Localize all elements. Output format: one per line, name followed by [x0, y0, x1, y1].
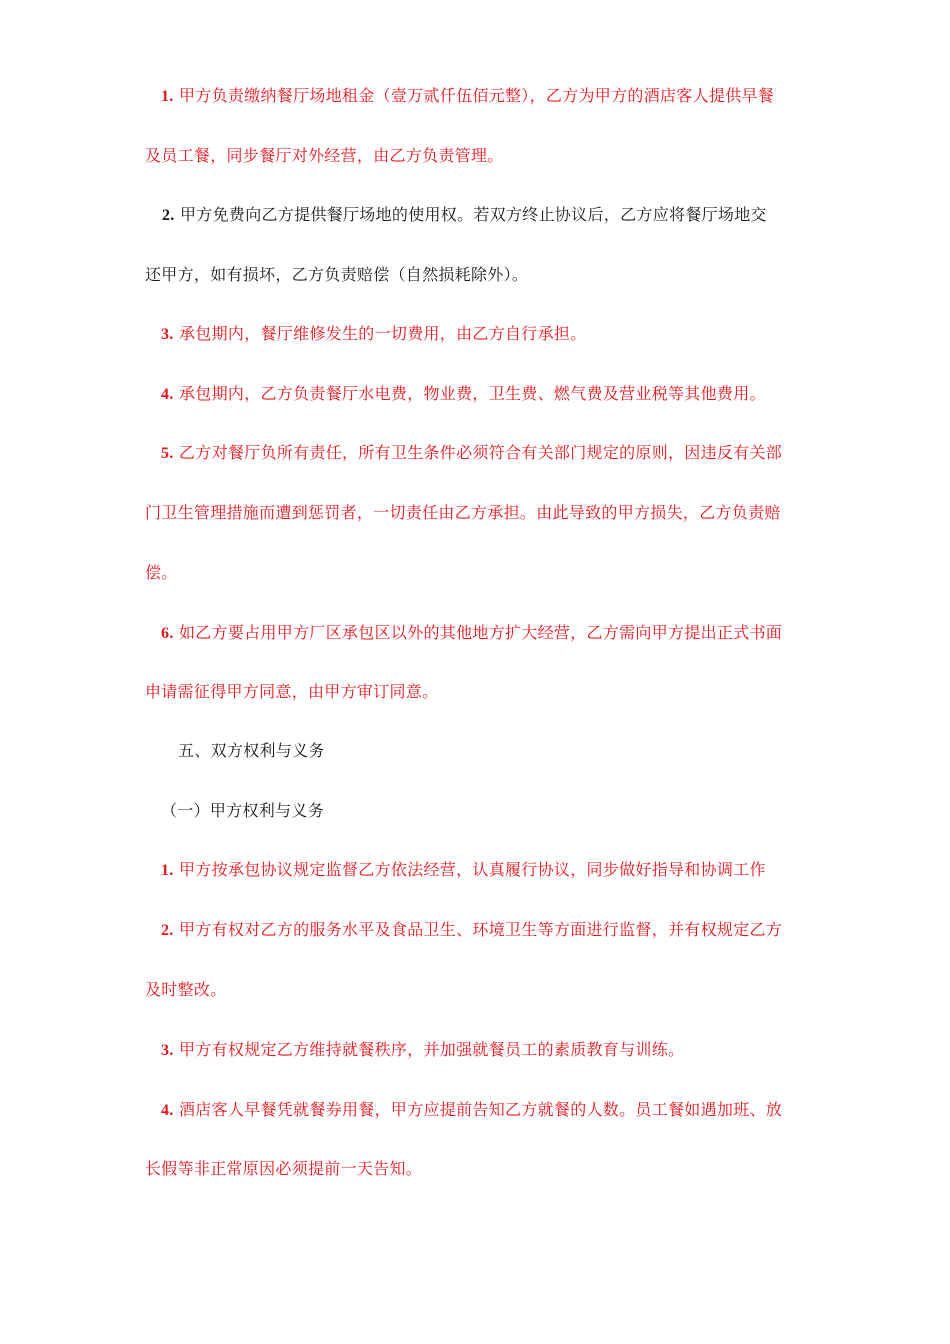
- clause-text: 甲方按承包协议规定监督乙方依法经营，认真履行协议，同步做好指导和协调工作: [179, 860, 766, 879]
- clause-text: 门卫生管理措施而遭到惩罚者，一切责任由乙方承担。由此导致的甲方损失，乙方负责赔: [145, 503, 781, 522]
- clause-text: 承包期内，餐厅维修发生的一切费用，由乙方自行承担。: [179, 324, 587, 343]
- clause-text: 偿。: [145, 563, 178, 582]
- clause-5-line-3: [145, 563, 810, 583]
- clause-text: 甲方有权对乙方的服务水平及食品卫生、环境卫生等方面进行监督，并有权规定乙方: [179, 920, 783, 939]
- clause-text: 还甲方，如有损坏，乙方负责赔偿（自然损耗除外）。: [145, 265, 529, 284]
- duty-3-line-1: [161, 1040, 826, 1061]
- clause-number: 4.: [161, 386, 174, 403]
- clause-number: 6.: [161, 625, 174, 642]
- clause-text: 甲方有权规定乙方维持就餐秩序，并加强就餐员工的素质教育与训练。: [179, 1040, 685, 1059]
- duty-2-line-2: [145, 980, 810, 1000]
- subsection-heading: [161, 801, 826, 821]
- clause-4-line-1: [161, 384, 826, 405]
- clause-text: 如乙方要占用甲方厂区承包区以外的其他地方扩大经营，乙方需向甲方提出正式书面: [179, 623, 783, 642]
- clause-text: 承包期内，乙方负责餐厅水电费，物业费，卫生费、燃气费及营业税等其他费用。: [179, 384, 766, 403]
- clause-number: 2.: [162, 207, 175, 224]
- duty-2-line-1: [161, 920, 826, 941]
- clause-number: 4.: [161, 1102, 174, 1119]
- clause-number: 3.: [161, 326, 174, 343]
- clause-3-line-1: [161, 324, 826, 345]
- clause-text: 甲方免费向乙方提供餐厅场地的使用权。若双方终止协议后，乙方应将餐厅场地交: [180, 205, 767, 224]
- clause-6-line-2: [145, 682, 810, 702]
- clause-text: 及时整改。: [145, 980, 227, 999]
- clause-number: 1.: [161, 862, 174, 879]
- clause-5-line-1: [161, 443, 826, 464]
- clause-text: 乙方对餐厅负所有责任，所有卫生条件必须符合有关部门规定的原则，因违反有关部: [179, 443, 783, 462]
- clause-number: 1.: [161, 88, 174, 105]
- subsection-title: （一）甲方权利与义务: [161, 801, 325, 820]
- clause-2-line-1: [162, 205, 827, 226]
- clause-number: 3.: [161, 1042, 174, 1059]
- clause-text: 及员工餐，同步餐厅对外经营，由乙方负责管理。: [145, 146, 504, 165]
- section-heading: [178, 741, 843, 761]
- clause-number: 2.: [161, 922, 174, 939]
- clause-text: 申请需征得甲方同意，由甲方审订同意。: [145, 682, 439, 701]
- section-title: 五、双方权利与义务: [178, 741, 325, 760]
- duty-1-line-1: [161, 860, 826, 881]
- clause-6-line-1: [161, 623, 826, 644]
- duty-4-line-2: [145, 1159, 810, 1179]
- clause-1-line-1: [161, 86, 826, 107]
- duty-4-line-1: [161, 1100, 826, 1121]
- clause-text: 长假等非正常原因必须提前一天告知。: [145, 1159, 423, 1178]
- clause-5-line-2: [145, 503, 810, 523]
- clause-number: 5.: [161, 445, 174, 462]
- clause-1-line-2: [145, 146, 810, 166]
- clause-2-line-2: [145, 265, 810, 285]
- clause-text: 酒店客人早餐凭就餐券用餐，甲方应提前告知乙方就餐的人数。员工餐如遇加班、放: [179, 1100, 783, 1119]
- clause-text: 甲方负责缴纳餐厅场地租金（壹万贰仟伍佰元整），乙方为甲方的酒店客人提供早餐: [179, 86, 775, 105]
